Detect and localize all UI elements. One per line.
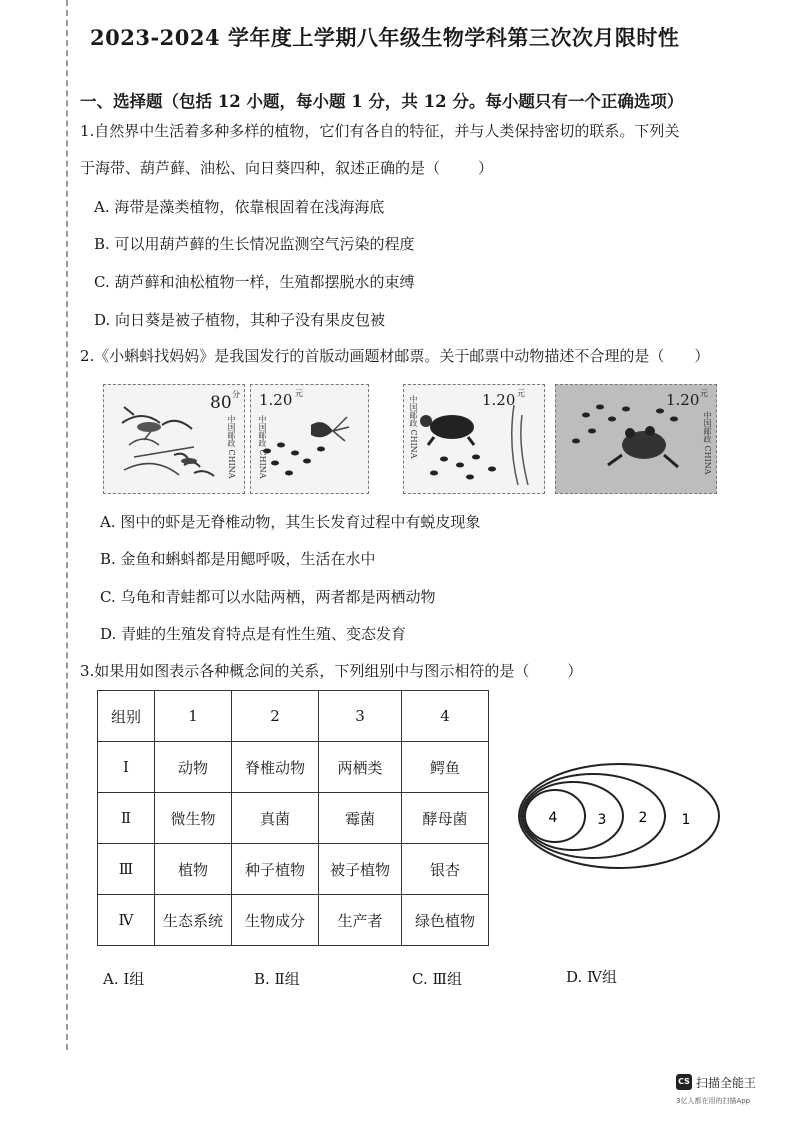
table-row <box>98 895 489 946</box>
table-header-cell: 2 <box>232 691 319 742</box>
table-header-cell: 4 <box>402 691 489 742</box>
venn-label-3: 3 <box>597 812 607 828</box>
scanner-logo-icon: CS <box>676 1074 692 1090</box>
binding-margin-line <box>66 0 68 1050</box>
scanner-tagline: 3亿人都在用的扫描App <box>676 1097 751 1105</box>
table-cell: Ⅱ <box>98 793 155 844</box>
q3-option-b[interactable]: B. Ⅱ组 <box>254 970 300 988</box>
q2-option-a[interactable]: A. 图中的虾是无脊椎动物，其生长发育过程中有蜕皮现象 <box>100 513 481 531</box>
stamp2-face-value: 1.20 <box>259 391 293 409</box>
table-row <box>98 793 489 844</box>
table-cell: 生物成分 <box>232 895 319 946</box>
table-header-row <box>98 691 489 742</box>
table-cell: 鳄鱼 <box>402 742 489 793</box>
venn-label-2: 2 <box>638 810 648 826</box>
q3-option-c[interactable]: C. Ⅲ组 <box>412 970 462 988</box>
venn-label-1: 1 <box>681 812 691 828</box>
stamp4-country: 中国邮政 CHINA <box>703 411 712 475</box>
q2-option-b[interactable]: B. 金鱼和蝌蚪都是用鳃呼吸，生活在水中 <box>100 550 376 568</box>
stamp-turtle <box>403 384 545 494</box>
table-cell: 生态系统 <box>155 895 232 946</box>
table-cell: 脊椎动物 <box>232 742 319 793</box>
table-cell: 微生物 <box>155 793 232 844</box>
q2-stem-close: ） <box>694 347 710 365</box>
q3-stem <box>80 661 582 681</box>
nested-circles-diagram <box>515 760 725 872</box>
page-title: 2023-2024 学年度上学期八年级生物学科第三次次月限时性 <box>90 25 680 50</box>
q1-stem-line2 <box>80 158 493 178</box>
stamp-frog <box>555 384 717 494</box>
stamp2-unit: 元 <box>295 389 303 398</box>
table-cell: Ⅳ <box>98 895 155 946</box>
turtle-illustration <box>404 385 544 493</box>
table-cell: 霉菌 <box>319 793 402 844</box>
stamp-shrimp <box>103 384 245 494</box>
q1-option-c[interactable]: C. 葫芦藓和油松植物一样，生殖都摆脱水的束缚 <box>94 273 415 291</box>
table-cell: Ⅲ <box>98 844 155 895</box>
q2-stem-text: 2.《小蝌蚪找妈妈》是我国发行的首版动画题材邮票。关于邮票中动物描述不合理的是（ <box>80 347 665 365</box>
q3-stem-close: ） <box>567 662 583 680</box>
table-cell: 两栖类 <box>319 742 402 793</box>
table-cell: 动物 <box>155 742 232 793</box>
section-heading: 一、选择题（包括 12 小题，每小题 1 分，共 12 分。每小题只有一个正确选项） <box>80 92 684 111</box>
q1-stem-close: ） <box>478 159 494 177</box>
table-cell: 绿色植物 <box>402 895 489 946</box>
table-cell: 种子植物 <box>232 844 319 895</box>
q1-stem-line1: 1.自然界中生活着多种多样的植物，它们有各自的特征，并与人类保持密切的联系。下列关 <box>80 122 680 140</box>
stamp4-unit: 元 <box>700 389 708 398</box>
table-header-cell: 3 <box>319 691 402 742</box>
q2-option-d[interactable]: D. 青蛙的生殖发育特点是有性生殖、变态发育 <box>100 625 407 643</box>
q3-option-d[interactable]: D. Ⅳ组 <box>566 968 618 986</box>
table-cell: Ⅰ <box>98 742 155 793</box>
q1-option-d[interactable]: D. 向日葵是被子植物，其种子没有果皮包被 <box>94 311 386 329</box>
q1-option-b[interactable]: B. 可以用葫芦藓的生长情况监测空气污染的程度 <box>94 235 415 253</box>
concept-table <box>97 690 489 946</box>
stamp1-face-value: 80 <box>210 393 232 413</box>
venn-label-4: 4 <box>548 810 558 826</box>
table-header-cell: 组别 <box>98 691 155 742</box>
stamp2-country: 中国邮政 CHINA <box>258 415 267 479</box>
stamp3-face-value: 1.20 <box>482 391 516 409</box>
table-row <box>98 742 489 793</box>
q3-option-a[interactable]: A. Ⅰ组 <box>103 970 145 988</box>
scanner-app-name: 扫描全能王 <box>696 1076 757 1090</box>
table-header-cell: 1 <box>155 691 232 742</box>
stamp1-unit: 分 <box>232 390 240 399</box>
table-cell: 生产者 <box>319 895 402 946</box>
q3-stem-text: 3.如果用如图表示各种概念间的关系，下列组别中与图示相符的是（ <box>80 662 530 680</box>
table-row <box>98 844 489 895</box>
q2-stem <box>80 346 709 366</box>
venn-circle-3 <box>523 782 623 850</box>
table-cell: 银杏 <box>402 844 489 895</box>
stamp4-face-value: 1.20 <box>666 391 700 409</box>
table-cell: 真菌 <box>232 793 319 844</box>
table-cell: 酵母菌 <box>402 793 489 844</box>
table-cell: 植物 <box>155 844 232 895</box>
q1-stem-text: 于海带、葫芦藓、油松、向日葵四种，叙述正确的是（ <box>80 159 441 177</box>
table-cell: 被子植物 <box>319 844 402 895</box>
stamp-goldfish <box>250 384 369 494</box>
stamp1-country: 中国邮政 CHINA <box>227 415 236 479</box>
stamp3-country: 中国邮政 CHINA <box>409 395 418 459</box>
q1-option-a[interactable]: A. 海带是藻类植物，依靠根固着在浅海海底 <box>94 198 385 216</box>
stamp3-unit: 元 <box>517 389 525 398</box>
q2-option-c[interactable]: C. 乌龟和青蛙都可以水陆两栖，两者都是两栖动物 <box>100 588 436 606</box>
